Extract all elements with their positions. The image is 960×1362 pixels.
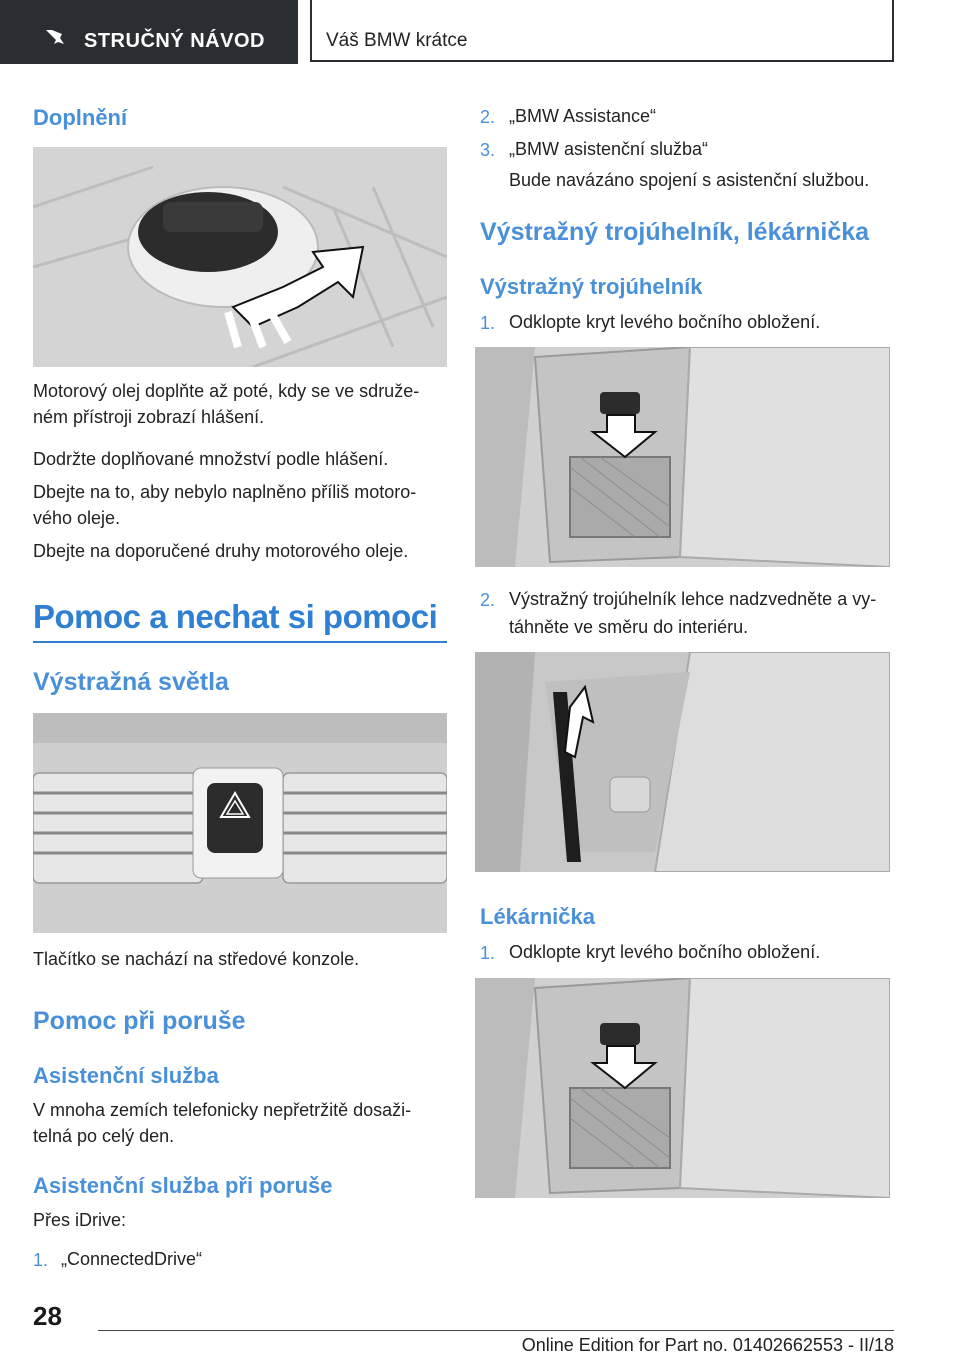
step-text: Výstražný trojúhelník lehce nadzvedněte a vy- — [509, 589, 877, 609]
step-text: Odklopte kryt levého bočního obložení. — [509, 312, 821, 332]
triangle-heading: Výstražný trojúhelník — [480, 274, 703, 299]
triangle-removal-illustration — [475, 652, 890, 872]
heading-rule — [33, 641, 447, 643]
refill-paragraph-2: Dodržte doplňované množství podle hlášení. — [33, 449, 389, 469]
step-text-b: táhněte ve směru do interiéru. — [509, 617, 749, 637]
chapter-tab[interactable] — [310, 0, 894, 62]
step-number: 1. — [480, 313, 496, 333]
section-tab[interactable] — [0, 0, 298, 64]
hazard-caption: Tlačítko se nachází na středové konzole. — [33, 949, 360, 969]
refill-paragraph-1: Motorový olej doplňte až poté, kdy se ve sdruže- — [33, 381, 420, 401]
oil-cap-illustration — [33, 147, 447, 367]
refill-heading: Doplnění — [33, 105, 128, 130]
step-number: 1. — [33, 1250, 49, 1270]
triangle-kit-heading: Výstražný trojúhelník, lékárnička — [480, 218, 870, 246]
idrive-text: Přes iDrive: — [33, 1210, 127, 1230]
step-number: 3. — [480, 140, 496, 160]
refill-paragraph-3b: vého oleje. — [33, 508, 121, 528]
step-number: 2. — [480, 107, 496, 127]
assist-heading: Asistenční služba — [33, 1063, 219, 1088]
breakdown-heading: Pomoc při poruše — [33, 1007, 246, 1035]
wrench-icon — [44, 28, 66, 46]
step-text: „BMW Assistance“ — [509, 106, 657, 126]
first-aid-panel-illustration — [475, 978, 890, 1198]
refill-paragraph-1b: ném přístroji zobrazí hlášení. — [33, 407, 265, 427]
page-number: 28 — [33, 1301, 62, 1331]
footer-rule — [98, 1330, 894, 1331]
assist-paragraph: V mnoha zemích telefonicky nepřetržitě dosaži- — [33, 1100, 412, 1120]
assist-paragraph-b: telná po celý den. — [33, 1126, 175, 1146]
step-note: Bude navázáno spojení s asistenční službou. — [509, 170, 870, 190]
chapter-title: Váš BMW krátce — [326, 30, 468, 51]
step-text: Odklopte kryt levého bočního obložení. — [509, 942, 821, 962]
step-number: 1. — [480, 943, 496, 963]
refill-paragraph-4: Dbejte na doporučené druhy motorového oleje. — [33, 541, 409, 561]
refill-paragraph-3: Dbejte na to, aby nebylo naplněno příliš motoro- — [33, 482, 417, 502]
step-text: „ConnectedDrive“ — [61, 1249, 203, 1269]
assist-breakdown-heading: Asistenční služba při poruše — [33, 1173, 333, 1198]
kit-heading: Lékárnička — [480, 904, 595, 929]
hazard-button-illustration — [33, 713, 447, 933]
trunk-panel-illustration — [475, 347, 890, 567]
step-text: „BMW asistenční služba“ — [509, 139, 709, 159]
edition-text: Online Edition for Part no. 01402662553 - II/18 — [521, 1335, 894, 1355]
step-number: 2. — [480, 590, 496, 610]
main-heading: Pomoc a nechat si pomoci — [33, 598, 438, 635]
section-title: STRUČNÝ NÁVOD — [84, 30, 265, 52]
hazard-heading: Výstražná světla — [33, 668, 229, 696]
